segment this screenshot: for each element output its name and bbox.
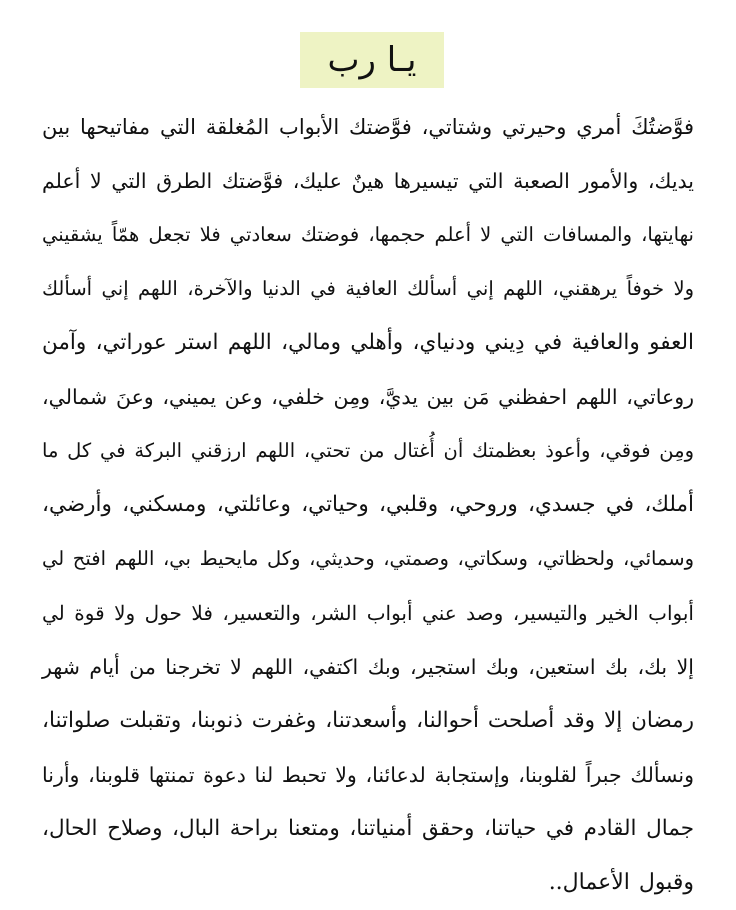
text-line-4: ولا خوفاً يرهقني، اللهم إني أسألك العافية في الدنيا والآخرة، اللهم إني أسألك: [42, 277, 694, 300]
text-line-3: نهايتها، والمسافات التي لا أعلم حجمها، فوضتك سعادتي فلا تجعل همّاً يشقيني: [42, 223, 694, 246]
text-line-14: جمال القادم في حياتنا، وحقق أمنياتنا، ومتعنا براحة البال، وصلاح الحال،: [42, 816, 694, 841]
page-title: يـا رب: [327, 40, 417, 80]
text-line-13: ونسألك جبراً لقلوبنا، وإستجابة لدعائنا، ولا تحبط لنا دعوة تمنتها قلوبنا، وأرنا: [42, 763, 694, 787]
text-line-15: وقبول الأعمال..: [548, 870, 694, 895]
title-banner: [300, 32, 444, 88]
text-line-1: فوَّضتُكَ أمري وحيرتي وشتاتي، فوَّضتك الأبواب المُغلقة التي مفاتيحها بين: [42, 115, 694, 139]
text-line-10: أبواب الخير والتيسير، وصد عني أبواب الشر، والتعسير، فلا حول ولا قوة لي: [42, 601, 694, 625]
text-line-7: ومِن فوقي، وأعوذ بعظمتك أن أُغتال من تحتي، اللهم ارزقني البركة في كل ما: [42, 439, 694, 462]
text-line-12: رمضان إلا وقد أصلحت أحوالنا، وأسعدتنا، وغفرت ذنوبنا، وتقبلت صلواتنا،: [42, 708, 694, 733]
text-line-6: روعاتي، اللهم احفظني مَن بين يديَّ، ومِن خلفي، وعن يميني، وعنَ شمالي،: [42, 385, 694, 409]
supplication-text: [42, 100, 694, 910]
text-line-2: يديك، والأمور الصعبة التي تيسيرها هينٌ عليك، فوَّضتك الطرق التي لا أعلم: [42, 169, 694, 193]
text-line-8: أملك، في جسدي، وروحي، وقلبي، وحياتي، وعائلتي، ومسكني، وأرضي،: [42, 492, 694, 517]
text-line-5: العفو والعافية في دِيني ودنياي، وأهلي ومالي، اللهم استر عوراتي، وآمن: [42, 330, 694, 355]
text-line-9: وسمائي، ولحظاتي، وسكاتي، وصمتي، وحديثي، وكل مايحيط بي، اللهم افتح لي: [42, 547, 694, 570]
text-line-11: إلا بك، بك استعين، وبك استجير، وبك اكتفي، اللهم لا تخرجنا من أيام شهر: [42, 655, 694, 679]
